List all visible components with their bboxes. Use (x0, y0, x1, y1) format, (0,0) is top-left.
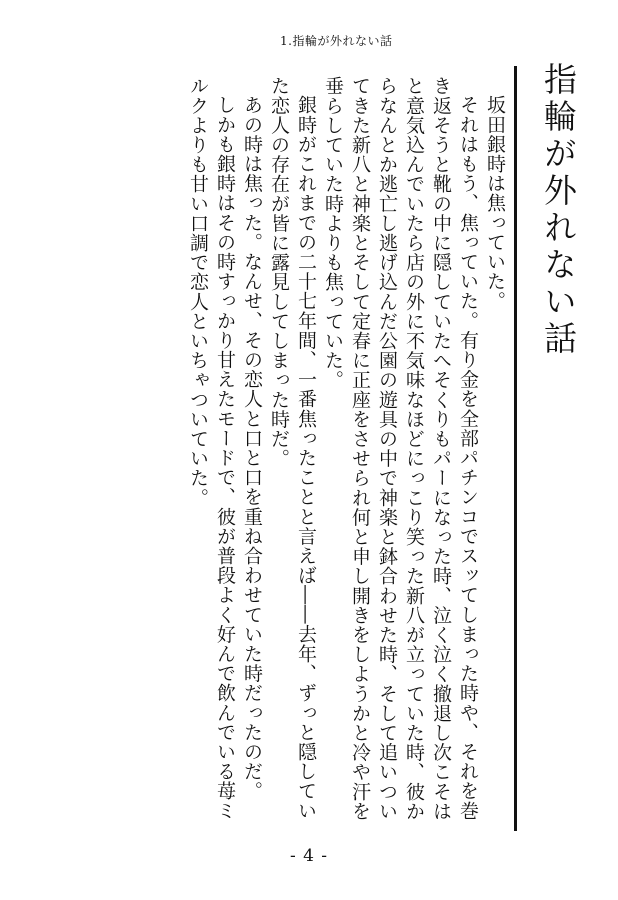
chapter-title: 指輪が外れない話 (539, 62, 578, 358)
title-divider (514, 66, 517, 831)
body-text (108, 76, 508, 836)
paragraph-3: 銀時がこれまでの二十七年間、一番焦ったことと言えば――去年、ずっと隠していた恋人の存在が皆に露見してしまった時だ。 (268, 76, 317, 821)
paragraph-2: それはもう、焦っていた。有り金を全部パチンコでスッてしまった時や、それを巻き返そうと靴の中に隠していたへそくりもパーになった時、泣く泣く撤退し次こそはと意気込んでいたら店の外に不気味なほどにっこり笑った新八が立っていた時、彼からなんとか逃亡し逃げ込んだ公園の遊具の中で神楽と鉢合わせた時、そして追いついてきた新八と神楽とそして定春に正座をさせられ何と申し開きをしようかと冷や汗を垂らしていた時よりも焦っていた。 (322, 76, 479, 821)
paragraph-5: しかも銀時はその時すっかり甘えたモードで、彼が普段よく好んで飲んでいる苺ミルクよりも甘い口調で恋人といちゃついていた。 (187, 76, 236, 821)
page-number: - 4 - (289, 846, 329, 866)
paragraph-4: あの時は焦った。なんせ、その恋人と口と口を重ね合わせていた時だったのだ。 (241, 95, 263, 801)
paragraph-1: 坂田銀時は焦っていた。 (484, 95, 506, 311)
running-head: 1.指輪が外れない話 (280, 34, 393, 48)
